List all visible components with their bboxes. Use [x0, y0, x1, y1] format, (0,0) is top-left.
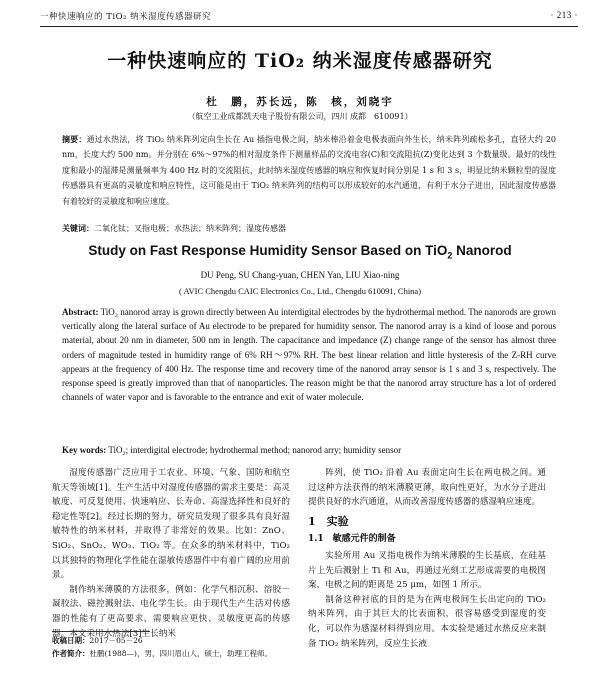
abstract-cn-text: 通过水热法，将 TiO₂ 纳米阵列定向生长在 Au 插指电极之间，纳米棒沿着金电极表面向外生长，纳米阵列疏松多孔，直径大约 20 nm，长度大约 500 nm。并分别在 6%～97%的相对湿度条件下测量样品的交流电容(C)和交流阻抗(Z)变化达到 3 个数量级。最好的线性度和最小的湿滞是测量频率为 400 Hz 时的交流阻抗，此时纳米湿度传感器的响应和恢复时间分别是 1 s 和 3 s，明显比纳米颗粒型的湿度传感器具有更高的灵敏度和响应特性，这可能是由于 TiO₂ 纳米阵列的结构可以形成较好的水汽通道，有利于水分子进出，因此湿度传感器有着较好的灵敏度和响应速度。: [62, 135, 557, 206]
affiliation-en: ( AVIC Chengdu CAIC Electronics Co., Ltd., Chengdu 610091, China): [178, 286, 422, 296]
body-column-right: [308, 466, 546, 651]
body-paragraph: 湿度传感器广泛应用于工农业、环境、气象、国防和航空航天等领域[1]。生产生活中对湿度传感器的需求主要是：高灵敏度、可反复使用、快速响应、长寿命、高湿选择性和良好的稳定性等[2]。经过长期的努力，研究员发现了很多具有良好湿敏特性的纳米材料，并取得了非常好的效果。比如：ZnO、SiO₂、SnO₂、WO₃、TiO₂ 等。在众多的纳米材料中，TiO₂ 以其独特的物理化学性能在湿敏传感器件中有着广阔的应用前景。: [52, 468, 290, 581]
abstract-en-label: Abstract:: [62, 307, 99, 317]
subsection-heading: 1.1 敏感元件的制备: [308, 534, 396, 545]
body-column-left: [52, 466, 290, 641]
title-en-subscript: 2: [447, 250, 453, 261]
footnote-rule: [52, 631, 150, 632]
abstract-cn: [62, 132, 556, 209]
footnote-author: [52, 647, 292, 660]
abstract-cn-label: 摘要：: [62, 134, 87, 144]
abstract-en: [62, 305, 556, 404]
keywords-en-text: TiO₂; interdigital electrode; hydrothermal method; nanorod arry; humidity sensor: [106, 445, 402, 455]
author-bio: 杜鹏(1988—)，男，四川眉山人，硕士，助理工程师。: [89, 649, 272, 658]
running-title: 一种快速响应的 TiO₂ 纳米湿度传感器研究: [40, 12, 212, 22]
running-header: [40, 10, 578, 26]
keywords-en-label: Key words:: [62, 445, 107, 455]
title-cn: 一种快速响应的 TiO₂ 纳米湿度传感器研究: [107, 50, 493, 72]
title-en-tail: Nanorod: [452, 243, 512, 258]
abstract-en-text: TiO₂ nanorod array is grown directly between Au interdigital electrodes by the hydrothermal method. The nanorods are grown vertically along the lateral surface of Au electrode to be prepared for humidity sensor. The nanorod array is a kind of loose and porous material, about 20 nm in diameter, 500 nm in length. The capacitance and impedance (Z) change range of the sensor has almost three orders of magnitude tested in humidity range of 6% RH～97% RH. The best linear relation and little hysteresis of the Z-RH curve appears at the frequency of 400 Hz. The response time and recovery time of the nanorod array sensor is 1 s and 3 s, respectively. The response speed is greatly improved than that of nanoparticles. The reason might be that the nanorod array structure has a lot of ordered channels of water vapor and is favorable to the entrance and exit of water molecule.: [62, 307, 556, 403]
section-heading: 1 实验: [308, 514, 349, 528]
title-en-main: Study on Fast Response Humidity Sensor Based on TiO: [88, 243, 448, 258]
keywords-cn-label: 关键词：: [62, 223, 94, 233]
received-label: 收稿日期：: [52, 636, 90, 645]
authors-en: DU Peng, SU Chang-yuan, CHEN Yan, LIU Xiao-ning: [200, 270, 400, 280]
keywords-en: [62, 445, 556, 455]
keywords-cn: [62, 223, 556, 234]
body-paragraph: 阵列，使 TiO₂ 沿着 Au 表面定向生长在两电极之间。通过这种方法获得的纳米薄膜更薄，取向性更好，为水分子进出提供良好的水汽通道，从而改善湿度传感器的感湿响应速度。: [308, 468, 546, 508]
header-rule: [40, 26, 578, 27]
page-number: · 213 ·: [550, 10, 578, 20]
author-bio-label: 作者简介：: [52, 649, 90, 658]
keywords-cn-text: 二氧化钛；叉指电极；水热法；纳米阵列；湿度传感器: [94, 224, 286, 233]
title-en: [0, 243, 600, 261]
authors-cn: 杜 鹏，苏长远，陈 核，刘晓宇: [206, 96, 394, 108]
affiliation-cn: （航空工业成都凯天电子股份有限公司，四川 成都 610091）: [187, 112, 413, 121]
body-paragraph: 制备这种衬底的目的是为在两电极间生长出定向的 TiO₂ 纳米阵列，由于其巨大的比表面积，很容易感受到湿度的变化，可以作为感湿材料得到应用。本实验是通过水热反应来制备 TiO₂ 纳米阵列，反应生长液: [308, 594, 546, 649]
body-paragraph: 实验所用 Au 叉指电极作为纳米薄膜的生长基底，在硅基片上先后溅射上 Ti 和 Au，再通过光刻工艺形成需要的电极图案，电极之间的距离是 25 μm，如图 1 所示。: [308, 550, 546, 591]
footnote: [52, 634, 292, 660]
footnote-received: [52, 634, 292, 647]
received-date: 2017－05－26: [89, 636, 143, 645]
body-paragraph: 制作纳米薄膜的方法很多，例如：化学气相沉积、溶胶－凝胶法、磁控溅射法、电化学生长。由于现代生产生活对传感器的性能有了更高要求，需要响应更快、灵敏度更高的传感器。本文采用水热法[3]生长纳米: [52, 584, 290, 639]
